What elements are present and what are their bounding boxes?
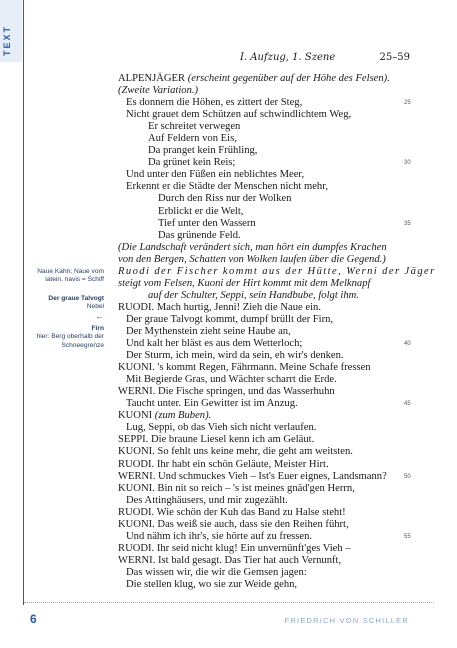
text-line [118, 290, 408, 302]
text-line-content: Nicht grauet dem Schützen auf schwindlichtem Weg, [126, 109, 352, 121]
text-line [118, 483, 408, 495]
text-line [118, 531, 408, 543]
text-line [118, 374, 408, 386]
text-line-content: Erblickt er die Welt, [158, 205, 244, 217]
text-line [118, 471, 408, 483]
gloss-definition: Nebel [86, 303, 104, 311]
text-line [118, 422, 408, 434]
text-line-content: Mit Begierde Gras, und Wächter scharrt die Erde. [126, 374, 337, 386]
text-line-content: Ruodi der Fischer kommt aus der Hütte, Werni der Jäger [118, 265, 436, 277]
text-line-content: Tief unter den Wassern [158, 217, 256, 229]
text-line-content: KUONI. 's kommt Regen, Fährmann. Meine Schafe fressen [118, 362, 371, 374]
text-line-content: Da grünet kein Reis; [148, 157, 236, 169]
text-line-content: Erkennt er die Städte der Menschen nicht mehr, [126, 181, 328, 193]
text-line-content: Da pranget kein Frühling, [148, 145, 258, 157]
section-tab-label: TEXT [2, 24, 12, 56]
text-line-content: Des Attinghäusers, und mir zugezählt. [126, 494, 288, 506]
text-line [118, 410, 408, 422]
text-line-content: Und kalt her bläst es aus dem Wetterloch; [126, 338, 303, 350]
text-line [118, 218, 408, 230]
text-line [118, 121, 408, 133]
text-line-content: KUONI. So fehlt uns keine mehr, die geht am weitsten. [118, 446, 353, 458]
footer-rule [24, 602, 434, 603]
text-line-content: RUODI. Ihr habt ein schön Geläute, Meister Hirt. [118, 458, 329, 470]
text-line-content: KUONI. Das weiß sie auch, dass sie den Reihen führt, [118, 518, 349, 530]
line-range: 25–59 [379, 52, 410, 63]
text-line-content: Der Sturm, ich mein, wird da sein, eh wir's denken. [126, 350, 344, 362]
author-name: FRIEDRICH VON SCHILLER [284, 616, 409, 625]
text-line [118, 242, 408, 254]
text-line [118, 181, 408, 193]
text-line [118, 567, 408, 579]
gloss-naue [30, 268, 104, 285]
text-line [118, 157, 408, 169]
text-line-content: RUODI. Wie schön der Kuh das Band zu Halse steht! [118, 506, 346, 518]
text-line [118, 109, 408, 121]
text-line-content: Er schreitet verwegen [148, 121, 241, 133]
line-number: 50 [404, 473, 411, 480]
text-line [118, 73, 408, 85]
text-line [118, 97, 408, 109]
text-line-content: Und nähm ich ihr's, sie hörte auf zu fressen. [126, 530, 313, 542]
text-line [118, 193, 408, 205]
text-line [118, 206, 408, 218]
text-line [118, 434, 408, 446]
gloss-term: Firn [91, 325, 104, 332]
text-line [118, 254, 408, 266]
text-line [118, 145, 408, 157]
text-line [118, 459, 408, 471]
text-line [118, 230, 408, 242]
text-line [118, 543, 408, 555]
text-line-content: (Zweite Variation.) [118, 85, 199, 97]
text-line-content: KUONI. Bin nit so reich – 's ist meines gnäd'gen Herrn, [118, 482, 355, 494]
text-line [118, 398, 408, 410]
text-line-content: Der graue Talvogt kommt, dumpf brüllt der Firn, [126, 313, 334, 325]
text-line-content: Das wissen wir, die wir die Gemsen jagen: [126, 566, 307, 578]
text-line [118, 555, 408, 567]
line-number: 35 [404, 220, 411, 227]
text-line-content: WERNI. Und schmuckes Vieh – Ist's Euer eignes, Landsmann? [118, 470, 387, 482]
line-number: 40 [404, 341, 411, 348]
gloss-term: Der graue Talvogt [48, 295, 104, 302]
text-line [118, 278, 408, 290]
page-number: 6 [30, 612, 37, 626]
stage-direction: (erscheint gegenüber auf der Höhe des Felsen). [185, 73, 390, 84]
text-line-content: von den Bergen, Schatten von Wolken laufen über die Gegend.) [118, 253, 386, 265]
text-line-content: Taucht unter. Ein Gewitter ist im Anzug. [126, 398, 298, 410]
text-line [118, 519, 408, 531]
text-line [118, 169, 408, 181]
text-line [118, 133, 408, 145]
margin-rule [23, 0, 24, 605]
text-line [118, 265, 436, 278]
gloss-term: Naue [37, 268, 54, 275]
play-text [118, 73, 436, 591]
text-line [118, 85, 408, 97]
text-line-content: ALPENJÄGER [118, 73, 186, 84]
text-line-content: Der Mythenstein zieht seine Haube an, [126, 325, 291, 337]
text-line-content: SEPPI. Die braune Liesel kenn ich am Geläut. [118, 434, 315, 446]
text-line-content: WERNI. Ist bald gesagt. Das Tier hat auch Vernunft, [118, 554, 342, 566]
text-line [118, 386, 408, 398]
stage-direction: (zum Buben). [152, 410, 212, 422]
text-line-content: Es donnern die Höhen, es zittert der Steg, [126, 97, 303, 109]
text-line-content: (Die Landschaft verändert sich, man hört ein dumpfes Krachen [118, 241, 387, 253]
line-number: 55 [404, 533, 411, 540]
text-line [118, 314, 408, 326]
line-number: 45 [404, 401, 411, 408]
text-line [118, 338, 408, 350]
text-line-content: Auf Feldern von Eis, [148, 133, 237, 145]
text-line-content: steigt vom Felsen, Kuoni der Hirt kommt mit dem Melknapf [118, 277, 371, 289]
gloss-firn [30, 325, 104, 350]
text-line-content: Durch den Riss nur der Wolken [158, 193, 292, 205]
gloss-definition: hier: Berg oberhalb der Schneegrenze [36, 333, 104, 349]
line-number: 25 [404, 100, 411, 107]
text-line [118, 507, 408, 519]
left-arrow-icon: ← [95, 310, 104, 321]
gloss-definition: Kahn; Naue vom latein. navis = Schiff [45, 268, 104, 284]
text-line-content: Das grünende Feld. [158, 229, 241, 241]
text-line-content: Die stellen klug, wo sie zur Weide gehn, [126, 578, 298, 590]
text-line [118, 326, 408, 338]
text-line-content: KUONI [118, 410, 153, 422]
text-line-content: RUODI. Ihr seid nicht klug! Ein unvernünft'ges Vieh – [118, 542, 351, 554]
gloss-talvogt [30, 295, 104, 322]
text-line-content: Lug, Seppi, ob das Vieh sich nicht verlaufen. [126, 422, 317, 434]
text-line-content: WERNI. Die Fische springen, und das Wasserhuhn [118, 386, 335, 398]
text-line [118, 579, 408, 591]
text-line [118, 350, 408, 362]
text-line [118, 446, 408, 458]
scene-label: I. Aufzug, 1. Szene [240, 52, 336, 63]
line-number: 30 [404, 160, 411, 167]
text-line-content: auf der Schulter, Seppi, sein Handbube, folgt ihm. [148, 289, 359, 301]
text-line [118, 302, 408, 314]
text-line-content: RUODI. Mach hurtig, Jenni! Zieh die Naue ein. [118, 301, 321, 313]
text-line [118, 495, 408, 507]
text-line [118, 362, 408, 374]
text-line-content: Und unter den Füßen ein neblichtes Meer, [126, 169, 305, 181]
